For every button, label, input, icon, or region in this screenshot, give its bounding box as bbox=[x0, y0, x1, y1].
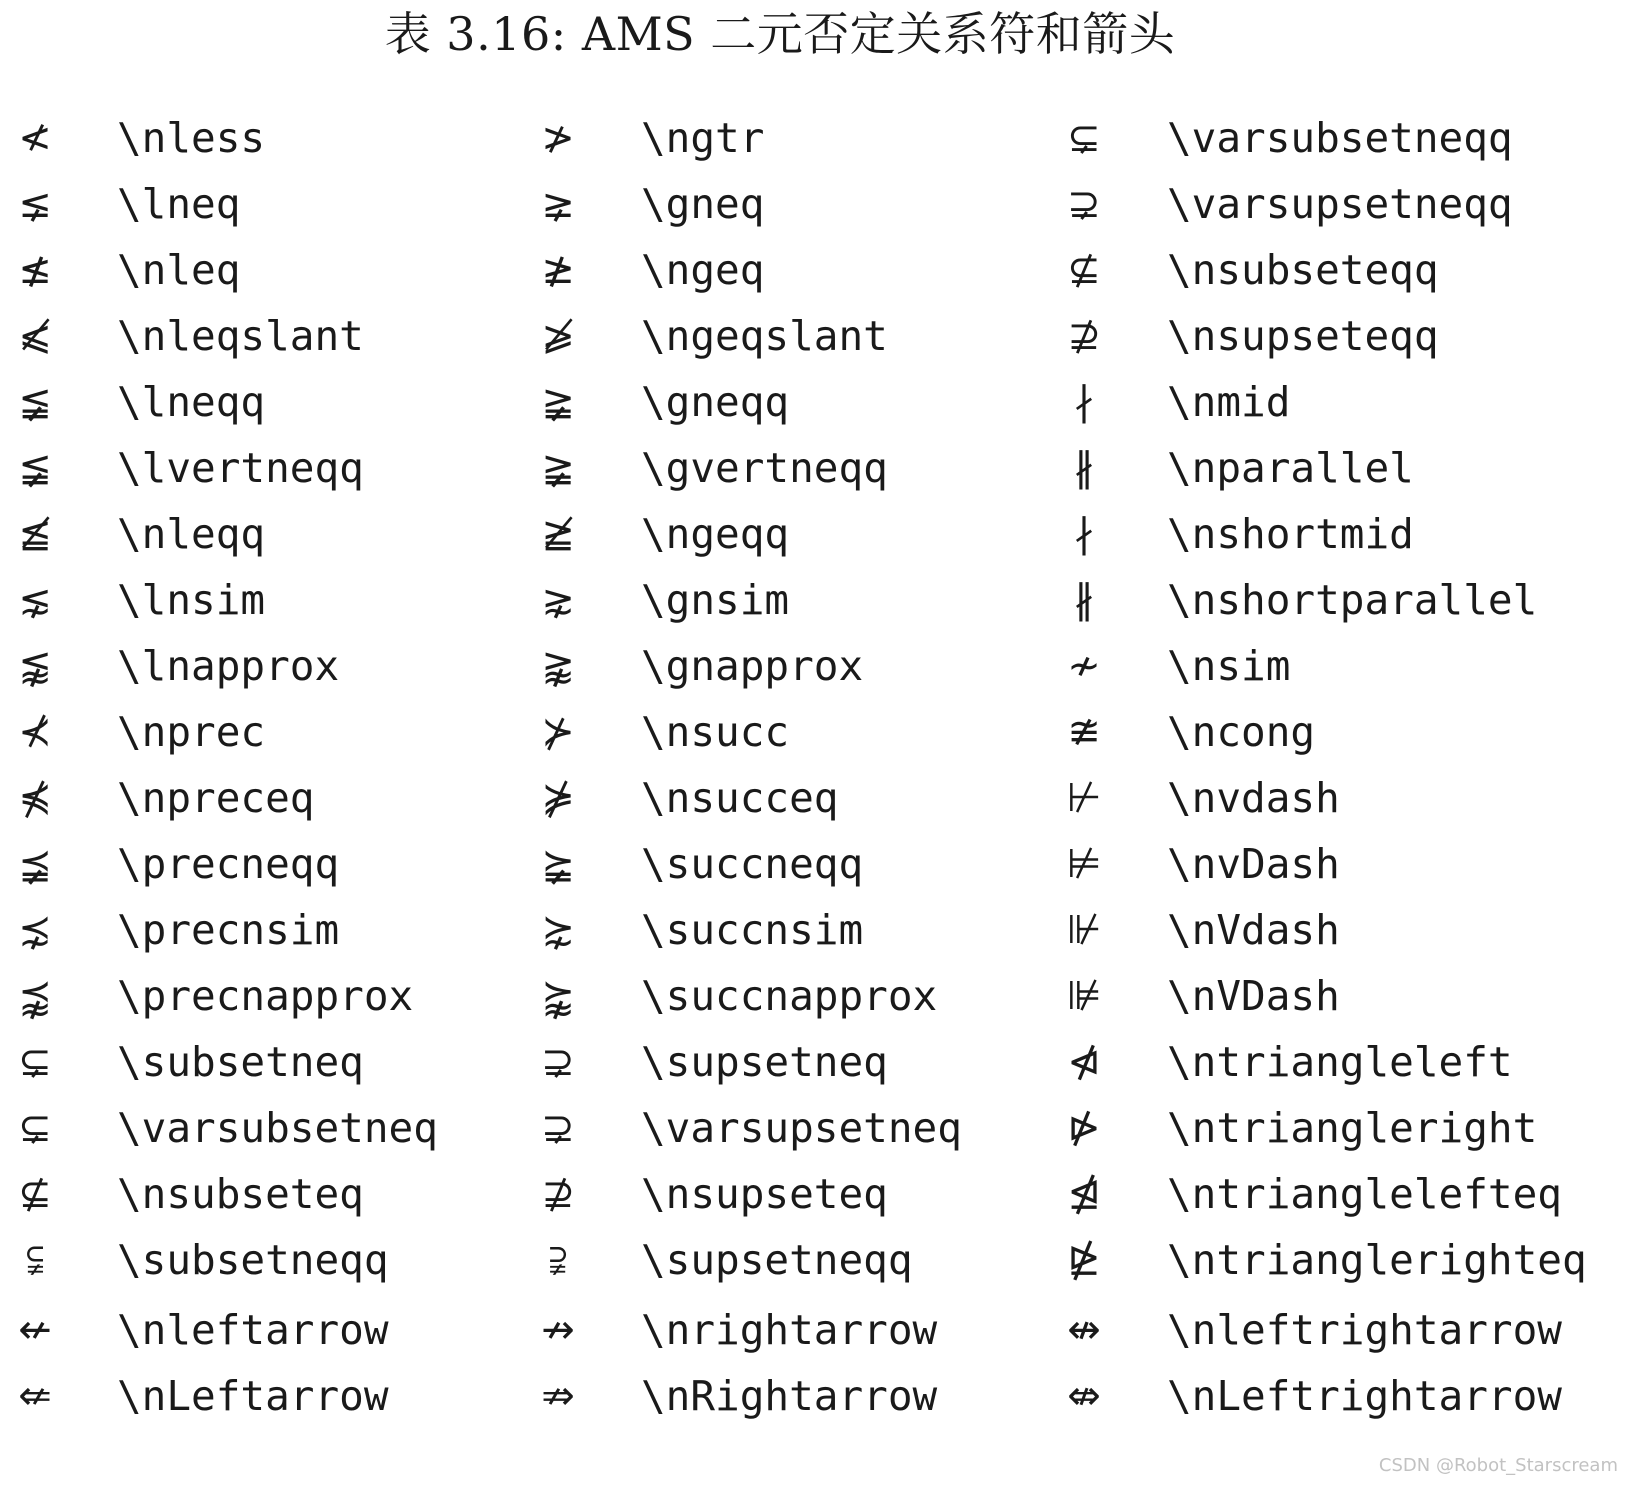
latex-command: \lnsim bbox=[117, 576, 266, 624]
latex-command: \nLeftrightarrow bbox=[1167, 1372, 1562, 1420]
table-row bbox=[0, 302, 1628, 370]
symbol-glyph: ∤ bbox=[1074, 379, 1094, 425]
symbol-glyph: ∦ bbox=[1074, 445, 1094, 491]
symbol-glyph: ⊮ bbox=[1066, 907, 1102, 953]
symbol-table bbox=[0, 104, 1628, 1464]
latex-command: \nsubseteqq bbox=[1167, 246, 1439, 294]
latex-command: \varsubsetneq bbox=[117, 1104, 438, 1152]
latex-command: \ntrianglelefteq bbox=[1167, 1170, 1562, 1218]
latex-command: \varsupsetneqq bbox=[1167, 180, 1513, 228]
latex-command: \nvDash bbox=[1167, 840, 1340, 888]
table-row bbox=[0, 830, 1628, 898]
symbol-glyph: ⊁ bbox=[541, 709, 575, 755]
table-row bbox=[0, 434, 1628, 502]
latex-command: \lnapprox bbox=[117, 642, 340, 690]
table-row bbox=[0, 698, 1628, 766]
table-row bbox=[0, 1296, 1628, 1364]
latex-command: \supsetneq bbox=[641, 1038, 888, 1086]
latex-command: \subsetneq bbox=[117, 1038, 364, 1086]
symbol-glyph: ⋪ bbox=[1067, 1039, 1101, 1085]
symbol-glyph: ⊋ bbox=[1067, 181, 1101, 227]
latex-command: \ntrianglerighteq bbox=[1167, 1236, 1587, 1284]
symbol-glyph: ≮ bbox=[18, 115, 52, 161]
symbol-glyph: ⪇ bbox=[18, 181, 52, 227]
symbol-glyph: ⩾̸ bbox=[541, 313, 575, 359]
latex-command: \precneqq bbox=[117, 840, 340, 888]
symbol-glyph: ⋧ bbox=[541, 577, 575, 623]
latex-command: \succneqq bbox=[641, 840, 864, 888]
symbol-glyph: ⇍ bbox=[18, 1373, 52, 1419]
symbol-glyph: ⊉ bbox=[1067, 313, 1101, 359]
symbol-glyph: ⊬ bbox=[1066, 775, 1102, 821]
table-row bbox=[0, 764, 1628, 832]
latex-command: \nrightarrow bbox=[641, 1306, 938, 1354]
latex-command: \nsupseteq bbox=[641, 1170, 888, 1218]
symbol-glyph: ⋡ bbox=[541, 775, 575, 821]
symbol-glyph: ⋭ bbox=[1067, 1237, 1101, 1283]
symbol-glyph: ⇎ bbox=[1067, 1373, 1101, 1419]
latex-command: \nsucc bbox=[641, 708, 790, 756]
symbol-glyph: ⪶ bbox=[541, 841, 575, 887]
latex-command: \nleftarrow bbox=[117, 1306, 389, 1354]
symbol-glyph: ⊯ bbox=[1066, 973, 1102, 1019]
symbol-glyph: ≩ bbox=[541, 379, 575, 425]
latex-command: \ngeq bbox=[641, 246, 765, 294]
symbol-glyph: ∤ bbox=[1074, 511, 1094, 557]
symbol-glyph: ↛ bbox=[541, 1307, 575, 1353]
latex-command: \nleqslant bbox=[117, 312, 364, 360]
symbol-glyph: ⪵ bbox=[18, 841, 52, 887]
table-row bbox=[0, 1094, 1628, 1162]
symbol-glyph: ≇ bbox=[1067, 709, 1101, 755]
symbol-glyph: ≨︀ bbox=[18, 445, 52, 491]
symbol-glyph: ⊈ bbox=[1067, 247, 1101, 293]
symbol-glyph: ≨ bbox=[18, 379, 52, 425]
latex-command: \nvdash bbox=[1167, 774, 1340, 822]
table-row bbox=[0, 962, 1628, 1030]
latex-command: \nmid bbox=[1167, 378, 1291, 426]
table-row bbox=[0, 104, 1628, 172]
symbol-glyph: ⊭ bbox=[1066, 841, 1102, 887]
latex-command: \gnapprox bbox=[641, 642, 864, 690]
latex-command: \npreceq bbox=[117, 774, 315, 822]
watermark: CSDN @Robot_Starscream bbox=[1378, 1455, 1618, 1476]
table-row bbox=[0, 1160, 1628, 1228]
symbol-glyph: ⋦ bbox=[18, 577, 52, 623]
latex-command: \nsubseteq bbox=[117, 1170, 364, 1218]
latex-command: \precnsim bbox=[117, 906, 340, 954]
latex-command: \ngeqslant bbox=[641, 312, 888, 360]
symbol-glyph: ⋠ bbox=[18, 775, 52, 821]
table-caption: 表 3.16: AMS 二元否定关系符和箭头 bbox=[384, 7, 1176, 61]
latex-command: \nshortparallel bbox=[1167, 576, 1538, 624]
table-row bbox=[0, 1226, 1628, 1294]
symbol-glyph: ⋫ bbox=[1067, 1105, 1101, 1151]
table-row bbox=[0, 1362, 1628, 1430]
symbol-glyph: ↮ bbox=[1067, 1307, 1101, 1353]
symbol-glyph: ⫋ bbox=[26, 1237, 44, 1283]
latex-command: \gneqq bbox=[641, 378, 790, 426]
latex-command: \supsetneqq bbox=[641, 1236, 913, 1284]
symbol-glyph: ⊊ bbox=[18, 1039, 52, 1085]
latex-command: \ntriangleleft bbox=[1167, 1038, 1513, 1086]
table-row bbox=[0, 1028, 1628, 1096]
symbol-glyph: ⊊︀ bbox=[18, 1105, 52, 1151]
symbol-glyph: ⇏ bbox=[541, 1373, 575, 1419]
latex-command: \ncong bbox=[1167, 708, 1316, 756]
table-row bbox=[0, 368, 1628, 436]
latex-command: \ntriangleright bbox=[1167, 1104, 1538, 1152]
symbol-glyph: ↚ bbox=[18, 1307, 52, 1353]
table-row bbox=[0, 170, 1628, 238]
latex-command: \nLeftarrow bbox=[117, 1372, 389, 1420]
latex-command: \nparallel bbox=[1167, 444, 1414, 492]
latex-command: \gnsim bbox=[641, 576, 790, 624]
latex-command: \nRightarrow bbox=[641, 1372, 938, 1420]
symbol-glyph: ⪈ bbox=[541, 181, 575, 227]
latex-command: \nleq bbox=[117, 246, 241, 294]
latex-command: \succnsim bbox=[641, 906, 864, 954]
table-row bbox=[0, 236, 1628, 304]
latex-command: \nsucceq bbox=[641, 774, 839, 822]
symbol-glyph: ⊈ bbox=[18, 1171, 52, 1217]
symbol-glyph: ⪺ bbox=[541, 973, 575, 1019]
symbol-glyph: ⊀ bbox=[18, 709, 52, 755]
latex-command: \nVDash bbox=[1167, 972, 1340, 1020]
symbol-glyph: ⪹ bbox=[18, 973, 52, 1019]
symbol-glyph: ∦ bbox=[1074, 577, 1094, 623]
latex-command: \varsubsetneqq bbox=[1167, 114, 1513, 162]
symbol-glyph: ⊊ bbox=[1067, 115, 1101, 161]
symbol-glyph: ⩽̸ bbox=[18, 313, 52, 359]
table-row bbox=[0, 500, 1628, 568]
symbol-glyph: ⋩ bbox=[541, 907, 575, 953]
symbol-glyph: ⊉ bbox=[541, 1171, 575, 1217]
symbol-glyph: ≯ bbox=[541, 115, 575, 161]
latex-command: \varsupsetneq bbox=[641, 1104, 962, 1152]
symbol-glyph: ⪊ bbox=[541, 643, 575, 689]
table-row bbox=[0, 566, 1628, 634]
symbol-glyph: ≱ bbox=[541, 247, 575, 293]
latex-command: \gneq bbox=[641, 180, 765, 228]
symbol-glyph: ⪉ bbox=[18, 643, 52, 689]
symbol-glyph: ≧̸ bbox=[541, 511, 575, 557]
symbol-glyph: ≦̸ bbox=[18, 511, 52, 557]
latex-command: \nleqq bbox=[117, 510, 266, 558]
table-row bbox=[0, 632, 1628, 700]
symbol-glyph: ≰ bbox=[18, 247, 52, 293]
symbol-glyph: ⋬ bbox=[1067, 1171, 1101, 1217]
latex-command: \nsim bbox=[1167, 642, 1291, 690]
symbol-glyph: ⊋ bbox=[541, 1039, 575, 1085]
latex-command: \succnapprox bbox=[641, 972, 938, 1020]
latex-command: \nshortmid bbox=[1167, 510, 1414, 558]
latex-command: \nprec bbox=[117, 708, 266, 756]
latex-command: \subsetneqq bbox=[117, 1236, 389, 1284]
latex-command: \nVdash bbox=[1167, 906, 1340, 954]
latex-command: \lneq bbox=[117, 180, 241, 228]
latex-command: \ngeqq bbox=[641, 510, 790, 558]
latex-command: \lneqq bbox=[117, 378, 266, 426]
latex-command: \ngtr bbox=[641, 114, 765, 162]
symbol-glyph: ≩︀ bbox=[541, 445, 575, 491]
latex-command: \lvertneqq bbox=[117, 444, 364, 492]
symbol-glyph: ⫌ bbox=[549, 1237, 567, 1283]
latex-command: \gvertneqq bbox=[641, 444, 888, 492]
table-row bbox=[0, 896, 1628, 964]
latex-command: \precnapprox bbox=[117, 972, 414, 1020]
symbol-glyph: ≁ bbox=[1067, 643, 1101, 689]
latex-command: \nleftrightarrow bbox=[1167, 1306, 1562, 1354]
latex-command: \nsupseteqq bbox=[1167, 312, 1439, 360]
symbol-glyph: ⋨ bbox=[18, 907, 52, 953]
latex-command: \nless bbox=[117, 114, 266, 162]
symbol-glyph: ⊋︀ bbox=[541, 1105, 575, 1151]
